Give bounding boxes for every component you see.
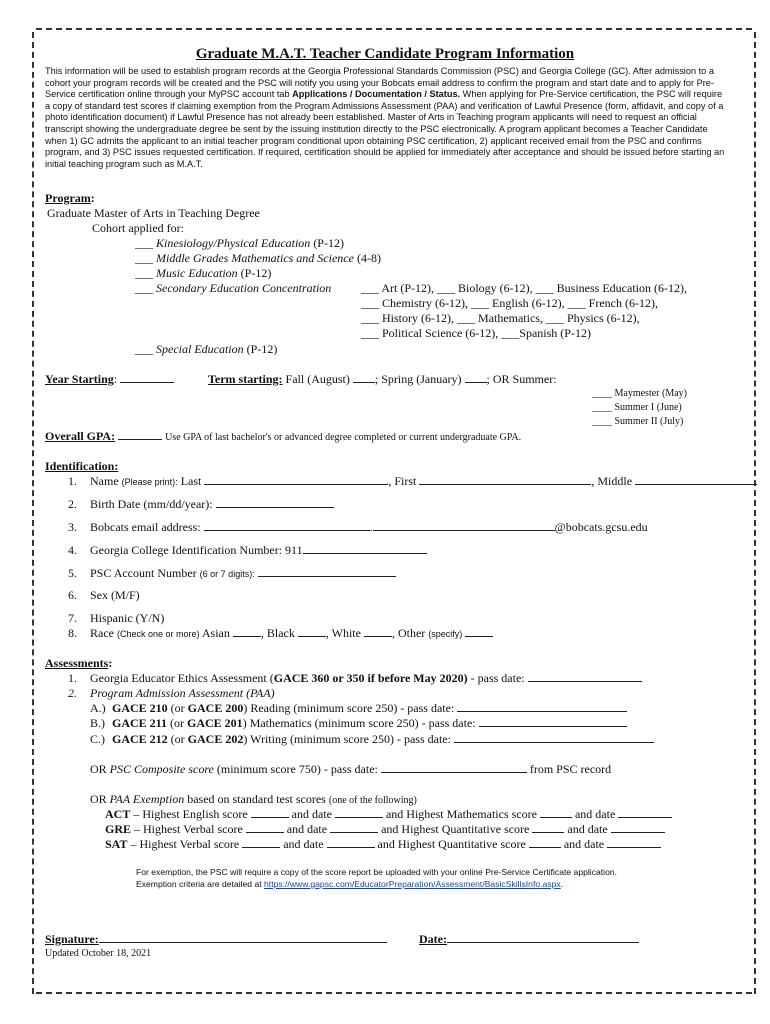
- act-english-date-field[interactable]: [335, 808, 383, 818]
- gace-writing-date-field[interactable]: [454, 733, 654, 743]
- cohort-middle-grades[interactable]: ___ Middle Grades Mathematics and Science (4-8): [135, 251, 381, 265]
- gpa-field[interactable]: [118, 430, 162, 440]
- sex-row[interactable]: 6. Sex (M/F): [68, 588, 140, 602]
- gre-quant-date-field[interactable]: [611, 823, 665, 833]
- gre-verbal-date-field[interactable]: [330, 823, 378, 833]
- fall-field[interactable]: [353, 373, 375, 383]
- overall-gpa: Overall GPA: Use GPA of last bachelor's or advanced degree completed or current undergraduate GPA.: [45, 429, 522, 443]
- middle-name-field[interactable]: [635, 475, 757, 485]
- intro-paragraph: [45, 66, 729, 170]
- cohort-label: Cohort applied for:: [92, 221, 184, 235]
- secondary-subjects-line-4[interactable]: ___ Political Science (6-12), ___Spanish (P-12): [361, 326, 591, 340]
- race-asian-field[interactable]: [233, 627, 261, 637]
- gre-quant-field[interactable]: [532, 823, 564, 833]
- degree-name: Graduate Master of Arts in Teaching Degree: [47, 206, 260, 220]
- hispanic-row[interactable]: 7. Hispanic (Y/N): [68, 611, 165, 625]
- basic-skills-link[interactable]: https://www.gapsc.com/EducatorPreparation/Assessment/BasicSkillsInfo.aspx: [264, 879, 561, 889]
- last-name-field[interactable]: [204, 475, 388, 485]
- cohort-kinesiology[interactable]: ___ Kinesiology/Physical Education (P-12): [135, 236, 344, 250]
- intro-bold: Applications / Documentation / Status.: [292, 89, 461, 100]
- secondary-subjects-line-2[interactable]: ___ Chemistry (6-12), ___ English (6-12), ___ French (6-12),: [361, 296, 658, 310]
- race-white-field[interactable]: [364, 627, 392, 637]
- act-english-field[interactable]: [251, 808, 289, 818]
- intro-text-1: This information will be used to establish program records at the Georgia Professional Standards Commission (PSC) and Georgia College (GC). After admission to a cohort your program records will be created and the PSC will notify you using your Bobcats email address to confirm the program and start date and to apply for Pre-Service certification online through your MyPSC account tab: [45, 66, 714, 100]
- gre-verbal-field[interactable]: [246, 823, 284, 833]
- term-starting: Term starting: Fall (August) ; Spring (January) ; OR Summer:: [208, 372, 557, 386]
- email-first-field[interactable]: [204, 521, 370, 531]
- summer-ii[interactable]: ____ Summer II (July): [592, 416, 684, 427]
- sat-quant-date-field[interactable]: [607, 838, 661, 848]
- act-math-field[interactable]: [540, 808, 572, 818]
- cohort-secondary[interactable]: ___ Secondary Education Concentration: [135, 281, 332, 295]
- psc-account-field[interactable]: [258, 567, 396, 577]
- race-black-field[interactable]: [298, 627, 326, 637]
- birth-date-field[interactable]: [216, 498, 334, 508]
- cohort-special-education[interactable]: ___ Special Education (P-12): [135, 342, 278, 356]
- gace-reading-row: A.) GACE 210 (or GACE 200) Reading (minimum score 250) - pass date:: [90, 701, 627, 716]
- gcid-field[interactable]: [303, 544, 427, 554]
- sat-verbal-date-field[interactable]: [327, 838, 375, 848]
- identification-heading: Identification:: [45, 459, 119, 473]
- secondary-subjects-line-3[interactable]: ___ History (6-12), ___ Mathematics, ___ Physics (6-12),: [361, 311, 640, 325]
- cohort-music[interactable]: ___ Music Education (P-12): [135, 266, 272, 280]
- gre-row: GRE – Highest Verbal score and date and Highest Quantitative score and date: [105, 822, 665, 837]
- gace-reading-date-field[interactable]: [457, 702, 627, 712]
- sat-row: SAT – Highest Verbal score and date and Highest Quantitative score and date: [105, 837, 661, 852]
- race-row: 8. Race (Check one or more) Asian , Black , White , Other (specify): [68, 626, 493, 641]
- gace-math-date-field[interactable]: [479, 717, 627, 727]
- spring-field[interactable]: [465, 373, 487, 383]
- signature-row: Signature:: [45, 932, 387, 947]
- dashed-border-left: [32, 32, 34, 994]
- act-row: ACT – Highest English score and date and Highest Mathematics score and date: [105, 807, 672, 822]
- year-starting: Year Starting:: [45, 372, 174, 387]
- race-other-field[interactable]: [465, 627, 493, 637]
- first-name-field[interactable]: [419, 475, 591, 485]
- dashed-border-top: [36, 28, 752, 30]
- program-heading: Program:: [45, 191, 95, 205]
- signature-date-field[interactable]: [447, 933, 639, 943]
- composite-row: OR PSC Composite score (minimum score 750) - pass date: from PSC record: [90, 762, 612, 776]
- psc-account-row: 5. PSC Account Number (6 or 7 digits):: [68, 566, 396, 581]
- date-row: Date:: [419, 932, 639, 947]
- updated-date: Updated October 18, 2021: [45, 948, 152, 959]
- intro-text-2: When applying for Pre-Service certification, the PSC will require a copy of standard test scores if claiming exemption from the Program Admissions Assessment (PAA) and verification of Lawful Presence (form, affidavit, and copy of a photo identification document) if Lawful Presence has not already been established. Master of Arts in Teaching program applicants will need to request an official transcript showing the undergraduate degree be sent by the issuing institution directly to the PSC electronically. A program applicant becomes a Teacher Candidate when 1) GC admits the applicant to an initial teacher program conditional upon obtaining PSC certification, 2) applicant received email from the PSC and confirms program, and 3) PSC issues requested certification. If required, certification should be applied for immediately after acceptance and should be issued before starting an initial teaching program such as M.A.T.: [45, 89, 725, 169]
- gpa-note: Use GPA of last bachelor's or advanced degree completed or current undergraduate GPA.: [165, 432, 522, 443]
- composite-date-field[interactable]: [381, 763, 527, 773]
- signature-field[interactable]: [99, 933, 387, 943]
- ethics-pass-date-field[interactable]: [528, 672, 642, 682]
- paa-row: 2. Program Admission Assessment (PAA): [68, 686, 275, 700]
- summer-i[interactable]: ____ Summer I (June): [592, 402, 682, 413]
- gcid-row: 4. Georgia College Identification Number: 911: [68, 543, 427, 558]
- gace-writing-row: C.) GACE 212 (or GACE 202) Writing (minimum score 250) - pass date:: [90, 732, 654, 747]
- act-math-date-field[interactable]: [618, 808, 672, 818]
- email-last-field[interactable]: [373, 521, 555, 531]
- birth-date-row: 2. Birth Date (mm/dd/year):: [68, 497, 334, 512]
- dashed-border-right: [754, 32, 756, 994]
- year-starting-field[interactable]: [120, 373, 174, 383]
- assessments-heading: Assessments:: [45, 656, 113, 670]
- sat-verbal-field[interactable]: [242, 838, 280, 848]
- summer-maymester[interactable]: ____ Maymester (May): [592, 388, 687, 399]
- dashed-border-bottom: [36, 992, 752, 994]
- exemption-note-2: Exemption criteria are detailed at https://www.gapsc.com/EducatorPreparation/Assessment/BasicSkillsInfo.aspx.: [136, 879, 564, 889]
- exemption-row: OR PAA Exemption based on standard test scores (one of the following): [90, 792, 417, 806]
- email-row: 3. Bobcats email address: . @bobcats.gcsu.edu: [68, 520, 648, 534]
- name-row: 1. Name (Please print): Last , First , Middle: [68, 474, 757, 489]
- secondary-subjects-line-1[interactable]: ___ Art (P-12), ___ Biology (6-12), ___ Business Education (6-12),: [361, 281, 687, 295]
- exemption-note-1: For exemption, the PSC will require a copy of the score report be uploaded with your online Pre-Service Certificate application.: [136, 867, 618, 877]
- sat-quant-field[interactable]: [529, 838, 561, 848]
- ethics-assessment-row: 1. Georgia Educator Ethics Assessment (GACE 360 or 350 if before May 2020) - pass date:: [68, 671, 642, 686]
- gace-math-row: B.) GACE 211 (or GACE 201) Mathematics (minimum score 250) - pass date:: [90, 716, 627, 731]
- page-title: Graduate M.A.T. Teacher Candidate Program Information: [195, 46, 575, 62]
